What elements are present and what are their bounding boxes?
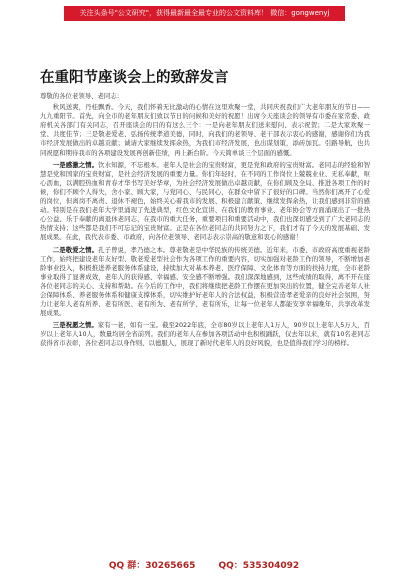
- contact-footer: [0, 558, 408, 571]
- paragraph-respect: [40, 246, 370, 319]
- qq-number-text: QQ：535304092: [218, 561, 300, 571]
- section-text: 孔子曾说，孝乃德之本。尊老敬老是中华民族的传统美德。近年来，市委、市政府高度重视老龄工作，始终把建设老年友好型、敬老爱老型社会作为各项工作的重要内容，切实加强对老龄工作的领导，不断增加老龄事业投入，积极推进养老服务体系建设，持续加大对基本养老、医疗保障、文化体育等方面的扶持力度，全市老龄事业取得了显著成效，老年人的获得感、幸福感、安全感不断增强。我们深深地感到，这些成绩的取得，离不开在座各位老同志的关心、支持和帮助。在今后的工作中，我们将继续把老龄工作摆在更加突出的位置，健全完善老年人社会保障体系、养老服务体系和健康支撑体系，切实维护好老年人的合法权益，积极营造孝老爱亲的良好社会氛围，努力让老年人老有所养、老有所医、老有所为、老有所学、老有所乐，让每一位老年人都能安享幸福晚年，共享改革发展成果。: [40, 245, 370, 318]
- section-lead: 二是敬爱之情。: [52, 245, 99, 254]
- section-lead: 三是祝愿之情。: [52, 321, 98, 330]
- salutation: 尊敬的各位老领导、老同志：: [40, 92, 124, 100]
- document-body: [40, 92, 370, 352]
- paragraph-wishes: [40, 321, 370, 348]
- paragraph-gratitude: [40, 161, 370, 243]
- document-title: 在重阳节座谈会上的致辞发言: [40, 70, 229, 86]
- section-lead: 一是感激之情。: [52, 160, 99, 169]
- qq-group-text: QQ 群：30265665: [108, 561, 196, 571]
- promo-banner[interactable]: 关注头条号"公文研究"，获得最新最全最专业的公文资料库！ 微信：gongwenyj: [64, 6, 345, 21]
- paragraph-intro: 秋风送爽，丹桂飘香。今天，我们怀着无比激动的心情在这里欢聚一堂，共同庆祝我们广大老年朋友的节日——九九重阳节。首先，向全市的老年朋友们致以节日的问候和美好的祝愿！出席今天座谈会的领导有市委在家常委、政府机关各部门有关同志，召开座谈会的目的有这么三个：一是向老年朋友们送来慰问、表示祝贺；二是大家欢聚一堂、共度佳节；三是敬老爱老、弘扬传统孝道美德，同时，向我们的老领导、老干部表示衷心的感谢，感谢你们为我市经济发展做出的卓越贡献；诚请大家继续发挥余热，为我们市经济发展，也出谋划策，添砖加瓦。引路导航，也共同祝愿和期待我市的各项建设发展再创新佳绩，再上新台阶。今天简单谈三个层面的感慨。: [40, 103, 370, 157]
- section-text: 饮水知源，不忘根本。老年人是社会的宝贵财富，更是党和政府的宝贵财富。老同志的经验和智慧是党和国家的宝贵财富，是社会经济发展的重要力量。你们年轻时，在不同的工作岗位上兢兢业业、无私奉献，呕心沥血，以满腔热血和青春才华书写美好华章，为社会经济发展做出卓越贡献，在你们顾及全局、推进各项工作的时候，你们不顾个人得失，舍小家、顾大家，与党同心、与民同心，在群众中留下了很好的口碑。当然你们离开了心爱的岗位，但离岗不离责、退休不褪色，始终关心着我市的发展、积极建言献策、继续发挥余热，让我们感到非常的感动。特别是在我们老年大学里涌现了先进典型，红色文化宣讲、在我们的教育事业、老年协会等方面涌现出了一批热心公益、乐于奉献的离退休老同志，在我市的重大任务，重要项目和重要活动中，我们也深切感受到了广大老同志的热情支持；这些都是我们不可忘记的宝贵财富。正是在各位老同志的共同努力之下，我们才有了今天的发展基础、发展成果。在此，我代表市委、市政府，向各位老领导、老同志表示崇高的敬意和衷心的感谢！: [40, 160, 370, 242]
- section-text: 家有一老，如有一宝。截至2022年底，全市80岁以上老年人1万人，90岁以上老年人5万人，百岁以上老年人10人，数量均居全省前列。我们的老年人在参加各项活动中也积极踊跃，仅去年以来，就有10名老同志获得省市表彰，各位老同志以身作则、以德服人，展现了新时代老年人的良好风貌，也是值得我们学习的榜样。: [40, 321, 370, 348]
